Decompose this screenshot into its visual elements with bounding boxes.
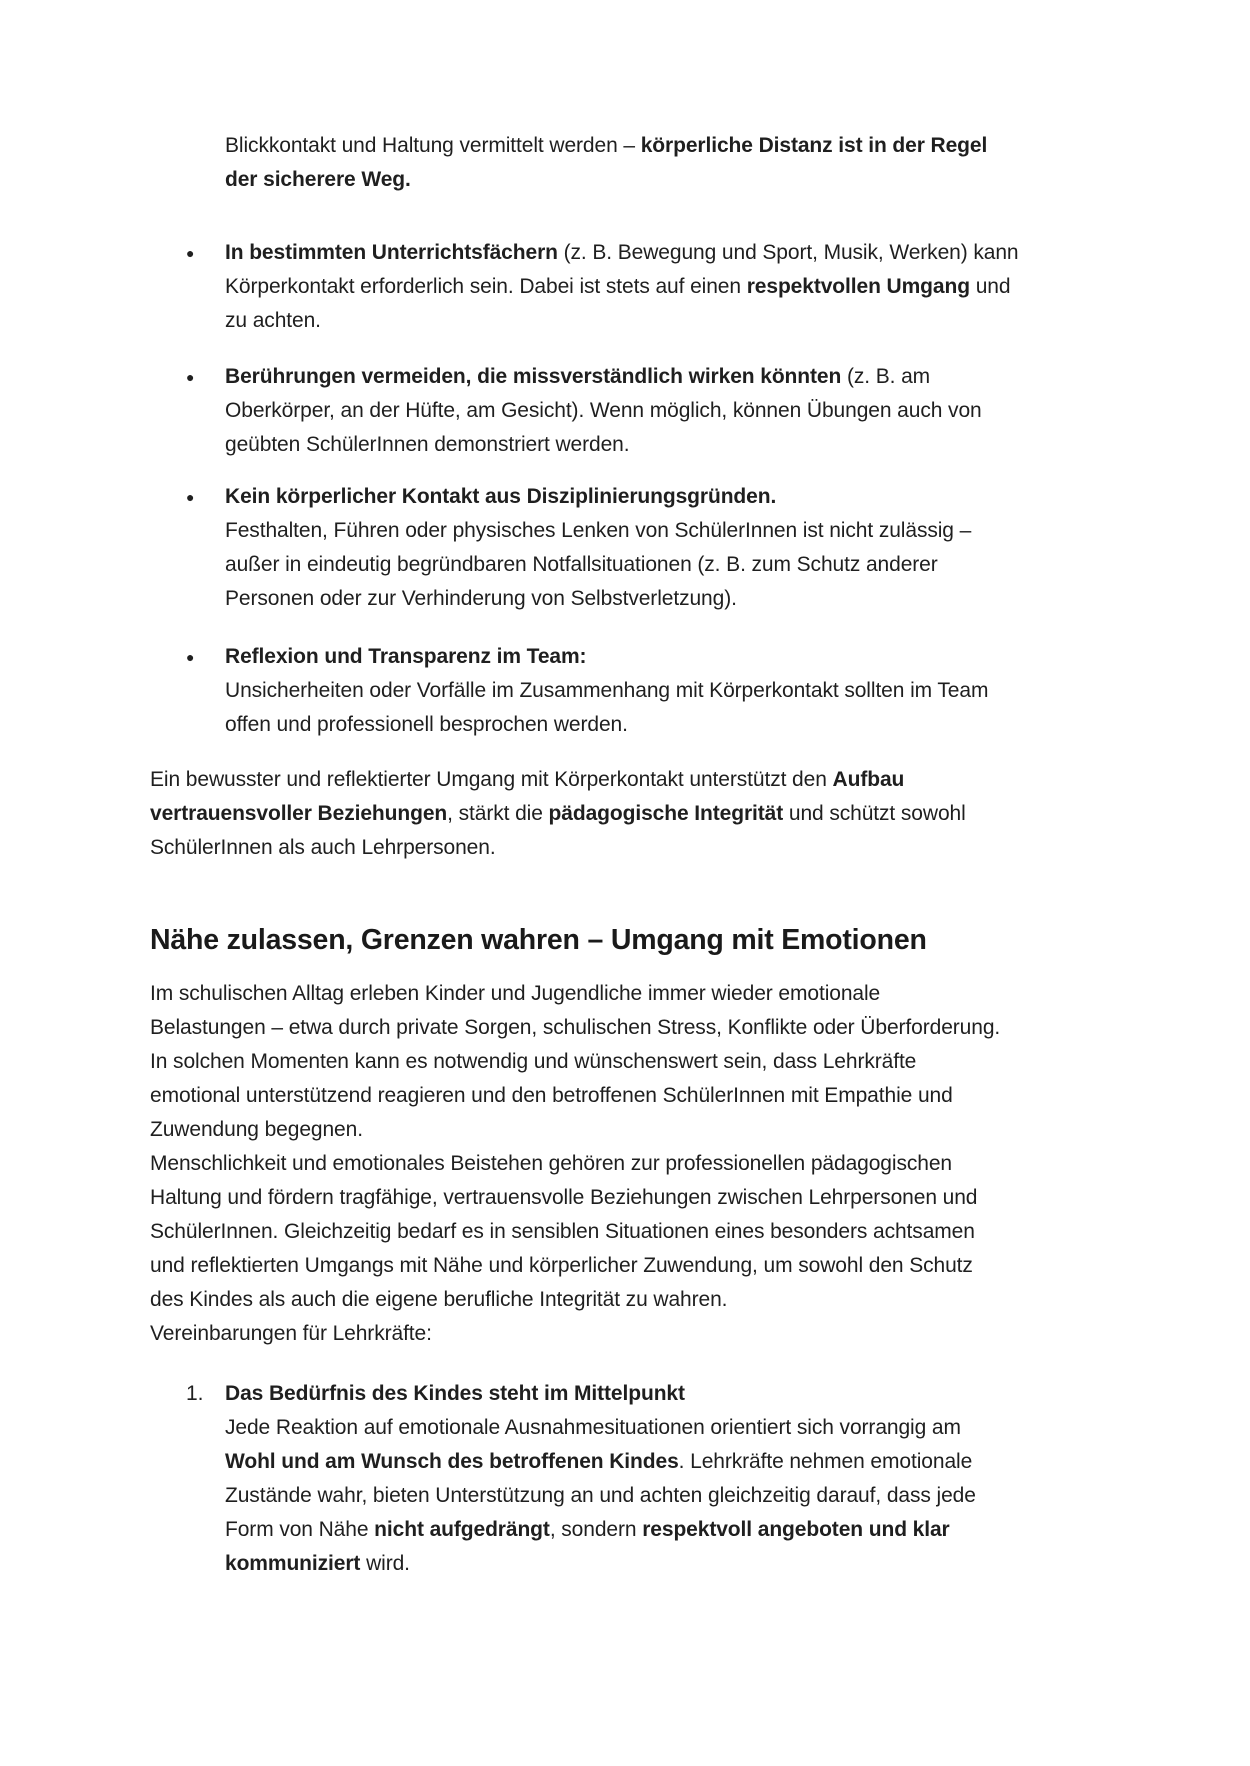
text-run: SchülerInnen als auch Lehrpersonen. [150,836,496,859]
text-run: Form von Nähe [225,1518,375,1541]
bold-text: kommuniziert [225,1552,361,1575]
text-run: Festhalten, Führen oder physisches Lenken von SchülerInnen ist nicht zulässig – [225,519,972,542]
text-run: Ein bewusster und reflektierter Umgang mit Körperkontakt unterstützt den [150,768,833,791]
text-line [225,1377,976,1411]
text-run: Menschlichkeit und emotionales Beistehen gehören zur professionellen pädagogischen [150,1152,952,1175]
text-line [150,1045,1000,1079]
text-run: offen und professionell besprochen werden. [225,713,628,736]
text-line [150,831,966,865]
bullet-icon: ● [186,369,195,385]
bold-text: nicht aufgedrängt [374,1518,550,1541]
text-line [150,1181,1000,1215]
text-line [225,674,988,708]
text-line [150,1317,1000,1351]
text-run: und reflektierten Umgangs mit Nähe und körperlicher Zuwendung, um sowohl den Schutz [150,1254,973,1277]
text-line [225,708,988,742]
text-run: zu achten. [225,309,321,332]
text-line [225,1513,976,1547]
text-line [225,360,982,394]
text-run: wird. [360,1552,410,1575]
text-line [150,797,966,831]
text-line [225,428,982,462]
text-run: (z. B. Bewegung und Sport, Musik, Werken) kann [557,241,1019,264]
text-run: SchülerInnen. Gleichzeitig bedarf es in sensiblen Situationen eines besonders achtsamen [150,1220,975,1243]
text-run: Blickkontakt und Haltung vermittelt werden – [225,134,641,157]
text-line [225,548,971,582]
text-run: In solchen Momenten kann es notwendig und wünschenswert sein, dass Lehrkräfte [150,1050,917,1073]
bullet-item-avoid-touch [225,360,982,462]
text-run: Im schulischen Alltag erleben Kinder und Jugendliche immer wieder emotionale [150,982,881,1005]
text-line [225,582,971,616]
text-line [150,1283,1000,1317]
intro-paragraph [150,977,1000,1351]
bold-text: körperliche Distanz ist in der Regel [640,134,988,157]
bold-text: Das Bedürfnis des Kindes steht im Mittelpunkt [225,1382,685,1405]
text-line [225,163,987,197]
text-line [150,1113,1000,1147]
text-line [150,1147,1000,1181]
text-run: (z. B. am [841,365,931,388]
list-number: 1. [186,1382,204,1405]
bold-text: Reflexion und Transparenz im Team: [225,645,587,668]
text-run: . Lehrkräfte nehmen emotionale [678,1450,973,1473]
text-run: und schützt sowohl [783,802,966,825]
text-run: , sondern [549,1518,643,1541]
text-line [225,514,971,548]
bold-text: pädagogische Integrität [548,802,784,825]
text-run: Personen oder zur Verhinderung von Selbstverletzung). [225,587,737,610]
text-line [225,1411,976,1445]
text-run: außer in eindeutig begründbaren Notfallsituationen (z. B. zum Schutz anderer [225,553,938,576]
text-line [225,1479,976,1513]
text-run: Unsicherheiten oder Vorfälle im Zusammenhang mit Körperkontakt sollten im Team [225,679,989,702]
text-line [150,1249,1000,1283]
text-run: , stärkt die [447,802,549,825]
bold-text: vertrauensvoller Beziehungen [150,802,448,825]
text-line [225,640,988,674]
continuation-text [225,129,987,197]
text-line [225,1445,976,1479]
bold-text: Aufbau [832,768,905,791]
text-run: des Kindes als auch die eigene berufliche Integrität zu wahren. [150,1288,728,1311]
text-line [225,480,971,514]
bullet-icon: ● [186,649,195,665]
text-line [150,1079,1000,1113]
text-line [225,1547,976,1581]
text-run: emotional unterstützend reagieren und den betroffenen SchülerInnen mit Empathie und [150,1084,953,1107]
text-line [225,270,1019,304]
bullet-item-reflection [225,640,988,742]
text-run: geübten SchülerInnen demonstriert werden. [225,433,630,456]
bold-text: respektvollen Umgang [746,275,970,298]
text-run: Körperkontakt erforderlich sein. Dabei ist stets auf einen [225,275,747,298]
bold-text: Berührungen vermeiden, die missverständlich wirken könnten [225,365,842,388]
numbered-item-child-needs [225,1377,976,1581]
text-run: Jede Reaktion auf emotionale Ausnahmesituationen orientiert sich vorrangig am [225,1416,961,1439]
bold-text: der sicherere Weg. [225,168,411,191]
text-line [225,304,1019,338]
text-line [150,1011,1000,1045]
text-line [225,394,982,428]
text-line [150,1215,1000,1249]
section-heading: Nähe zulassen, Grenzen wahren – Umgang mit Emotionen [150,924,927,956]
text-line [225,129,987,163]
bullet-icon: ● [186,489,195,505]
bold-text: Kein körperlicher Kontakt aus Disziplinierungsgründen. [225,485,777,508]
text-line [150,977,1000,1011]
bold-text: In bestimmten Unterrichtsfächern [225,241,558,264]
bold-text: respektvoll angeboten und klar [642,1518,950,1541]
text-line [150,763,966,797]
bullet-icon: ● [186,245,195,261]
text-run: und [969,275,1011,298]
text-run: Belastungen – etwa durch private Sorgen, schulischen Stress, Konflikte oder Überforderung. [150,1016,1001,1039]
summary-paragraph [150,763,966,865]
text-run: Oberkörper, an der Hüfte, am Gesicht). Wenn möglich, können Übungen auch von [225,399,982,422]
text-run: Haltung und fördern tragfähige, vertrauensvolle Beziehungen zwischen Lehrpersonen und [150,1186,978,1209]
text-run: Zuwendung begegnen. [150,1118,363,1141]
bullet-item-no-discipline-contact [225,480,971,616]
bullet-item-subjects [225,236,1019,338]
text-run: Vereinbarungen für Lehrkräfte: [150,1322,432,1345]
bold-text: Wohl und am Wunsch des betroffenen Kindes [225,1450,679,1473]
text-line [225,236,1019,270]
text-run: Zustände wahr, bieten Unterstützung an und achten gleichzeitig darauf, dass jede [225,1484,976,1507]
